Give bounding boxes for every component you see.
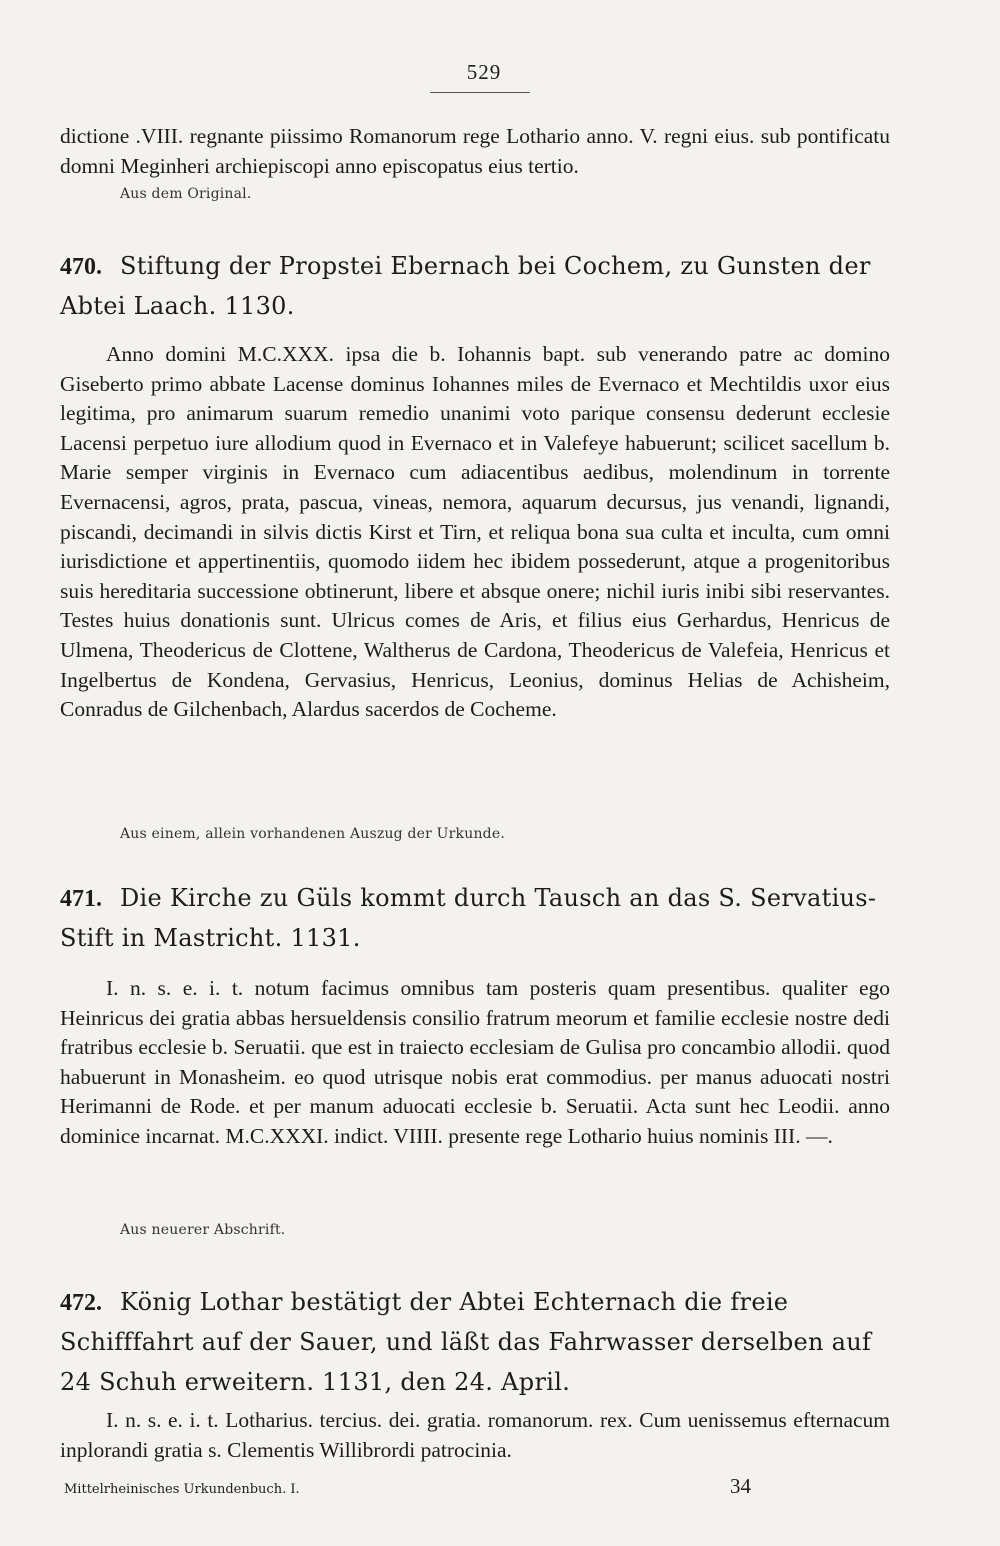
doc470-title: Stiftung der Propstei Ebernach bei Cochem, zu Gunsten der Abtei Laach. 1130. [60,252,871,320]
doc471-heading [60,880,890,960]
page-number: 529 [466,60,502,84]
doc472-body-block [60,1406,890,1465]
doc471-source: Aus neuerer Abschrift. [120,1222,286,1238]
doc470-body: Anno domini M.C.XXX. ipsa die b. Iohannis bapt. sub venerando patre ac domino Giseberto primo abbate Lacense dominus Iohannes miles de Evernaco et Mechtildis uxor eius legitima, pro animarum suarum remedio unanimi voto parique consensu dederunt ecclesie Lacensi perpetuo iure allodium quod in Evernaco et in Valefeye habuerunt; scilicet sacellum b. Marie semper virginis in Evernaco cum adiacentibus aedibus, molendinum in torrente Evernacensi, agros, prata, pascua, vineas, nemora, aquarum decursus, jus venandi, lignandi, piscandi, decimandi in silvis dictis Kirst et Tirn, et reliqua bona sua culta et inculta, cum omni iurisdictione et appertinentiis, quomodo iidem hec ibidem possederunt, atque a progenitoribus suis hereditaria successione obtinerunt, libere et absque onere; nichil iuris inibi sibi reservantes. Testes huius donationis sunt. Ulricus comes de Aris, et filius eius Gerhardus, Henricus de Ulmena, Theodericus de Clottene, Waltherus de Cardona, Theodericus de Valefeia, Henricus et Ingelbertus de Kondena, Gervasius, Henricus, Leonius, dominus Helias de Achisheim, Conradus de Gilchenbach, Alardus sacerdos de Cocheme. [60,342,890,722]
intro-block [60,122,890,181]
page-number-rule [430,92,530,93]
doc472-body: I. n. s. e. i. t. Lotharius. tercius. dei. gratia. romanorum. rex. Cum uenissemus efternacum inplorandi gratia s. Clementis Willibrordi patrocinia. [60,1408,890,1462]
intro-source: Aus dem Original. [120,186,252,202]
doc470-heading [60,248,890,328]
doc472-number: 472. [60,1290,102,1316]
doc471-body-block [60,974,890,1152]
footer-book-title: Mittelrheinisches Urkundenbuch. I. [64,1482,300,1497]
doc470-number: 470. [60,254,102,280]
doc471-number: 471. [60,886,102,912]
doc472-heading [60,1284,890,1404]
doc471-body: I. n. s. e. i. t. notum facimus omnibus tam posteris quam presentibus. qualiter ego Heinricus dei gratia abbas hersueldensis consilio fratrum meorum et familie ecclesie nostre dedi fratribus ecclesie b. Seruatii. que est in traiecto ecclesiam de Gulisa pro concambio allodii. quod habuerunt in Monasheim. eo quod utrisque nobis erat commodius. per manus aduocati nostri Herimanni de Rode. et per manum aduocati ecclesie b. Seruatii. Acta sunt hec Leodii. anno dominice incarnat. M.C.XXXI. indict. VIIII. presente rege Lothario huius nominis III. —. [60,976,890,1148]
footer-signature-number: 34 [730,1474,751,1498]
intro-text: dictione .VIII. regnante piissimo Romanorum rege Lothario anno. V. regni eius. sub pontificatu domni Meginheri archiepiscopi anno episcopatus eius tertio. [60,124,890,178]
doc470-source: Aus einem, allein vorhandenen Auszug der Urkunde. [120,826,505,842]
doc470-body-block [60,340,890,725]
doc471-title: Die Kirche zu Güls kommt durch Tausch an das S. Servatius-Stift in Mastricht. 1131. [60,884,877,952]
doc472-title: König Lothar bestätigt der Abtei Echternach die freie Schifffahrt auf der Sauer, und läßt das Fahrwasser derselben auf 24 Schuh erweitern. 1131, den 24. April. [60,1288,872,1396]
